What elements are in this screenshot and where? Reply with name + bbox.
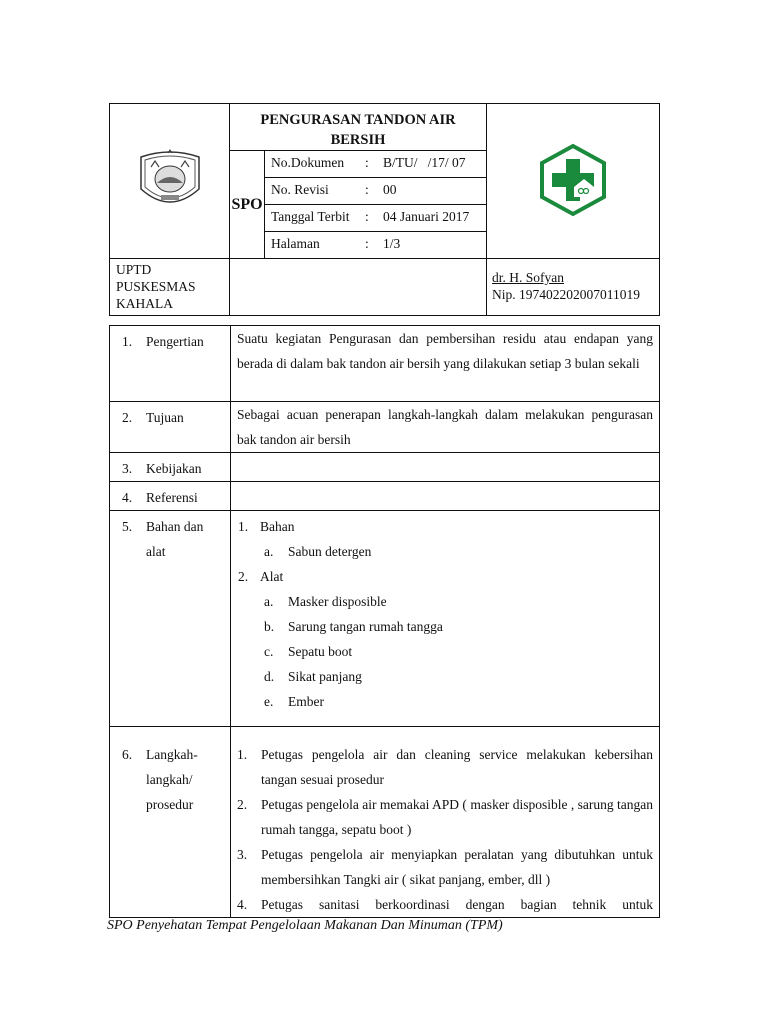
- document-title: PENGURASAN TANDON AIR BERSIH: [230, 104, 487, 151]
- signature-block: [487, 259, 660, 316]
- list-item: e. Ember: [264, 694, 324, 709]
- step-item: 2. Petugas pengelola air memakai APD ( masker disposible , sarung tangan rumah tangga, sepatu boot ): [237, 797, 653, 837]
- list-item: d. Sikat panjang: [264, 669, 362, 684]
- regional-emblem-cell: [110, 104, 230, 259]
- section-referensi: 4. Referensi: [110, 482, 660, 511]
- signer-nip: Nip. 197402202007011019: [492, 287, 640, 302]
- materials-list: [231, 511, 660, 727]
- step-item: 1. Petugas pengelola air dan cleaning service melakukan kebersihan tangan sesuai prosedur: [237, 747, 653, 787]
- list-item: c. Sepatu boot: [264, 644, 353, 659]
- section-text: [231, 453, 660, 482]
- list-item: b. Sarung tangan rumah tangga: [264, 619, 443, 634]
- section-kebijakan: 3. Kebijakan: [110, 453, 660, 482]
- procedure-table: [109, 325, 660, 918]
- meta-row-page: Halaman : 1/3: [265, 232, 487, 259]
- document-header: [109, 103, 660, 316]
- page-footer: SPO Penyehatan Tempat Pengelolaan Makanan Dan Minuman (TPM): [107, 918, 503, 933]
- list-item: 2. Alat: [238, 569, 284, 584]
- section-label: Langkah- langkah/ prosedur: [146, 747, 198, 812]
- section-label: Pengertian: [146, 334, 204, 349]
- section-text: Sebagai acuan penerapan langkah-langkah dalam melakukan pengurasan bak tandon air bersih: [231, 402, 660, 453]
- section-text: [231, 482, 660, 511]
- regional-emblem-icon: [137, 149, 203, 211]
- procedure-steps: [231, 727, 660, 918]
- blank-cell: [230, 259, 487, 316]
- section-text: Suatu kegiatan Pengurasan dan pembersihan residu atau endapan yang berada di dalam bak tandon air bersih yang dilakukan setiap 3 bulan sekali: [231, 326, 660, 402]
- step-item: 4. Petugas sanitasi berkoordinasi dengan bagian tehnik untuk: [237, 897, 653, 912]
- list-item: a. Masker disposible: [264, 594, 387, 609]
- step-item: 3. Petugas pengelola air menyiapkan peralatan yang dibutuhkan untuk membersihkan Tangki air ( sikat panjang, ember, dll ): [237, 847, 653, 887]
- section-tujuan: 2. Tujuan Sebagai acuan penerapan langkah-langkah dalam melakukan pengurasan bak tandon air bersih: [110, 402, 660, 453]
- section-label: Referensi: [146, 490, 198, 505]
- organization-name: UPTD PUSKESMAS KAHALA: [110, 259, 230, 316]
- signer-name: dr. H. Sofyan: [492, 270, 564, 285]
- section-label: Tujuan: [146, 410, 184, 425]
- section-langkah-prosedur: 6. Langkah- langkah/ prosedur 1. Petugas pengelola air dan cleaning service melakukan kebersihan tangan sesuai prosedur 2. Petugas pengelola air memakai APD ( masker disposible , sarung tangan rumah tangga, sepatu boot ) 3. Petugas pengelola air menyiapkan peralatan yang dibutuhkan untuk membersihkan Tangki air ( sikat panjang, ember, dll ) 4. Petugas sanitasi berkoordinasi dengan bagian tehnik untuk: [110, 727, 660, 918]
- section-label: Kebijakan: [146, 461, 202, 476]
- puskesmas-logo-cell: [487, 104, 660, 259]
- meta-row-revision: No. Revisi : 00: [265, 178, 487, 205]
- meta-row-issue-date: Tanggal Terbit : 04 Januari 2017: [265, 205, 487, 232]
- list-item: 1. Bahan: [238, 519, 295, 534]
- section-bahan-dan-alat: 5. Bahan dan alat 1. Bahan a. Sabun detergen 2. Alat a. Masker disposible b. Sarung tangan rumah tangga c. Sepatu boot d. Sikat panjang e. Ember: [110, 511, 660, 727]
- spo-label: SPO: [230, 151, 265, 259]
- list-item: a. Sabun detergen: [264, 544, 372, 559]
- meta-row-document-number: No.Dokumen : B/TU/ /17/ 07: [265, 151, 487, 178]
- puskesmas-logo-icon: [538, 143, 608, 217]
- section-pengertian: 1. Pengertian Suatu kegiatan Pengurasan dan pembersihan residu atau endapan yang berada di dalam bak tandon air bersih yang dilakukan setiap 3 bulan sekali: [110, 326, 660, 402]
- section-label: Bahan dan alat: [146, 519, 204, 559]
